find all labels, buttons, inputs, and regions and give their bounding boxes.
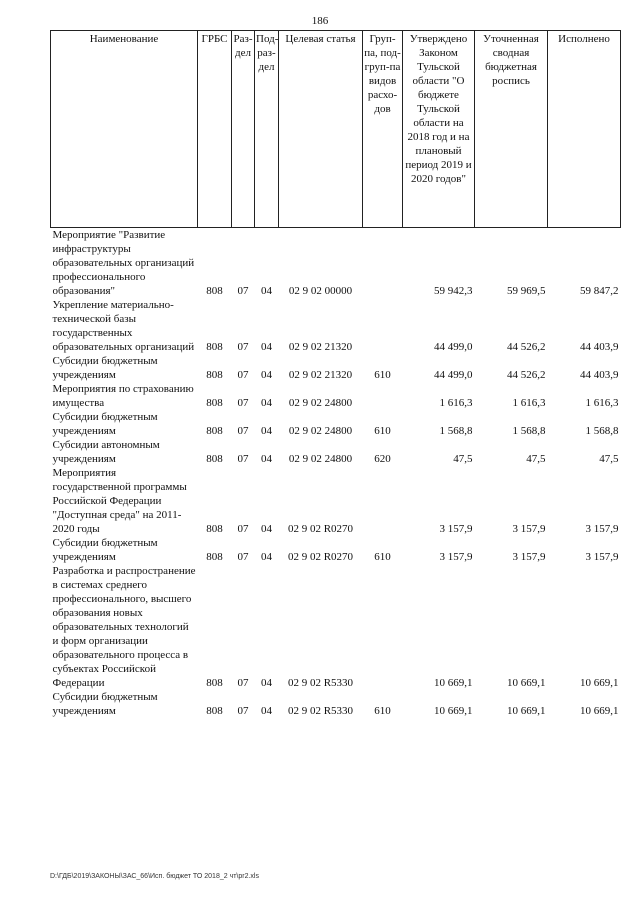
cell-name: Субсидии бюджетным учреждениям: [52, 355, 158, 381]
cell-name: Мероприятия государственной программы Российской Федерации "Доступная среда" на 2011-2020 годы: [52, 467, 187, 535]
cell-razdel: 07: [237, 677, 249, 689]
cell-name: Субсидии автономным учреждениям: [52, 439, 160, 465]
cell-executed: 44 403,9: [580, 341, 619, 353]
cell-grbs: 808: [206, 453, 223, 465]
cell-target: 02 9 02 24800: [288, 453, 353, 465]
table-row: [51, 382, 621, 410]
cell-approved: 10 669,1: [434, 677, 473, 689]
cell-approved: 59 942,3: [434, 285, 473, 297]
cell-refined: 10 669,1: [507, 705, 546, 717]
cell-name: Мероприятия по страхованию имущества: [52, 383, 194, 409]
table-row: [51, 298, 621, 354]
cell-executed: 3 157,9: [585, 551, 619, 563]
cell-name: Мероприятие "Развитие инфраструктуры образовательных организаций профессионального образования": [52, 229, 195, 297]
cell-grbs: 808: [206, 285, 223, 297]
cell-group: [363, 228, 403, 299]
cell-razdel: 07: [237, 425, 249, 437]
header-name: Наименование: [51, 31, 198, 228]
cell-refined: 3 157,9: [512, 551, 546, 563]
table-body: [51, 228, 621, 719]
cell-refined: 44 526,2: [507, 341, 546, 353]
cell-refined: 1 616,3: [512, 397, 546, 409]
header-podrazdel: Под-раз-дел: [255, 31, 279, 228]
cell-refined: 3 157,9: [512, 523, 546, 535]
cell-group: 610: [374, 369, 391, 381]
cell-target: 02 9 02 R0270: [287, 523, 354, 535]
table-row: [51, 228, 621, 299]
cell-approved: 10 669,1: [434, 705, 473, 717]
cell-executed: 44 403,9: [580, 369, 619, 381]
cell-target: 02 9 02 00000: [288, 285, 353, 297]
table-row: [51, 466, 621, 536]
cell-target: 02 9 02 21320: [288, 369, 353, 381]
cell-podrazdel: 04: [261, 677, 272, 689]
header-razdel: Раз-дел: [232, 31, 255, 228]
cell-grbs: 808: [206, 397, 223, 409]
cell-podrazdel: 04: [261, 341, 272, 353]
cell-podrazdel: 04: [261, 453, 272, 465]
cell-target: 02 9 02 24800: [288, 425, 353, 437]
cell-approved: 44 499,0: [434, 369, 473, 381]
header-group: Груп-па, под-груп-па видов расхо-дов: [363, 31, 403, 228]
cell-executed: 10 669,1: [580, 677, 619, 689]
cell-target: 02 9 02 R5330: [287, 677, 354, 689]
cell-group: 610: [374, 705, 391, 717]
cell-refined: 10 669,1: [507, 677, 546, 689]
cell-refined: 47,5: [526, 453, 546, 465]
cell-razdel: 07: [237, 369, 249, 381]
cell-podrazdel: 04: [261, 425, 272, 437]
cell-target: 02 9 02 R5330: [287, 705, 354, 717]
table-row: [51, 438, 621, 466]
cell-razdel: 07: [237, 397, 249, 409]
cell-target: 02 9 02 R0270: [287, 551, 354, 563]
cell-executed: 1 568,8: [585, 425, 619, 437]
cell-razdel: 07: [237, 523, 249, 535]
cell-executed: 10 669,1: [580, 705, 619, 717]
cell-group: 610: [374, 551, 391, 563]
cell-razdel: 07: [237, 705, 249, 717]
cell-grbs: 808: [206, 341, 223, 353]
cell-approved: 44 499,0: [434, 341, 473, 353]
cell-podrazdel: 04: [261, 397, 272, 409]
header-refined: Уточненная сводная бюджетная роспись: [475, 31, 548, 228]
cell-target: 02 9 02 24800: [288, 397, 353, 409]
cell-approved: 1 568,8: [439, 425, 473, 437]
cell-group: 610: [374, 425, 391, 437]
table-header: [51, 31, 621, 228]
header-target: Целевая статья: [279, 31, 363, 228]
cell-name: Разработка и распространение в системах среднего профессионального, высшего образования новых образовательных технологий и форм организации образовательного процесса в субъектах Российской Федерации: [52, 565, 196, 689]
table-row: [51, 536, 621, 564]
cell-podrazdel: 04: [261, 369, 272, 381]
cell-refined: 44 526,2: [507, 369, 546, 381]
cell-approved: 3 157,9: [439, 551, 473, 563]
cell-name: Укрепление материально-технической базы государственных образовательных организаций: [52, 299, 195, 353]
header-grbs: ГРБС: [198, 31, 232, 228]
cell-grbs: 808: [206, 551, 223, 563]
cell-executed: 59 847,2: [580, 285, 619, 297]
cell-group: [363, 298, 403, 354]
cell-group: 620: [374, 453, 391, 465]
budget-table: [50, 30, 621, 718]
table-row: [51, 564, 621, 690]
table-row: [51, 690, 621, 718]
cell-razdel: 07: [237, 453, 249, 465]
cell-group: [363, 382, 403, 410]
cell-group: [363, 564, 403, 690]
cell-refined: 1 568,8: [512, 425, 546, 437]
cell-name: Субсидии бюджетным учреждениям: [52, 691, 158, 717]
cell-executed: 47,5: [599, 453, 619, 465]
cell-grbs: 808: [206, 369, 223, 381]
cell-refined: 59 969,5: [507, 285, 546, 297]
cell-podrazdel: 04: [261, 285, 272, 297]
cell-target: 02 9 02 21320: [288, 341, 353, 353]
cell-podrazdel: 04: [261, 523, 272, 535]
cell-grbs: 808: [206, 425, 223, 437]
cell-group: [363, 466, 403, 536]
cell-approved: 1 616,3: [439, 397, 473, 409]
page-number: 186: [311, 15, 329, 27]
cell-grbs: 808: [206, 523, 223, 535]
table-row: [51, 410, 621, 438]
file-path-footer: D:\ГДБ\2019\ЗАКОНЫ\ЗАС_66\Исп. бюджет ТО 2018_2 чт\pr2.xls: [50, 873, 259, 880]
header-executed: Исполнено: [548, 31, 621, 228]
cell-razdel: 07: [237, 551, 249, 563]
cell-name: Субсидии бюджетным учреждениям: [52, 537, 158, 563]
cell-podrazdel: 04: [261, 551, 272, 563]
header-approved: Утверждено Законом Тульской области "О бюджете Тульской области на 2018 год и на плановый период 2019 и 2020 годов": [403, 31, 475, 228]
cell-executed: 3 157,9: [585, 523, 619, 535]
cell-razdel: 07: [237, 341, 249, 353]
cell-approved: 47,5: [453, 453, 473, 465]
cell-grbs: 808: [206, 705, 223, 717]
cell-razdel: 07: [237, 285, 249, 297]
cell-name: Субсидии бюджетным учреждениям: [52, 411, 158, 437]
cell-executed: 1 616,3: [585, 397, 619, 409]
table-row: [51, 354, 621, 382]
cell-grbs: 808: [206, 677, 223, 689]
cell-approved: 3 157,9: [439, 523, 473, 535]
cell-podrazdel: 04: [261, 705, 272, 717]
